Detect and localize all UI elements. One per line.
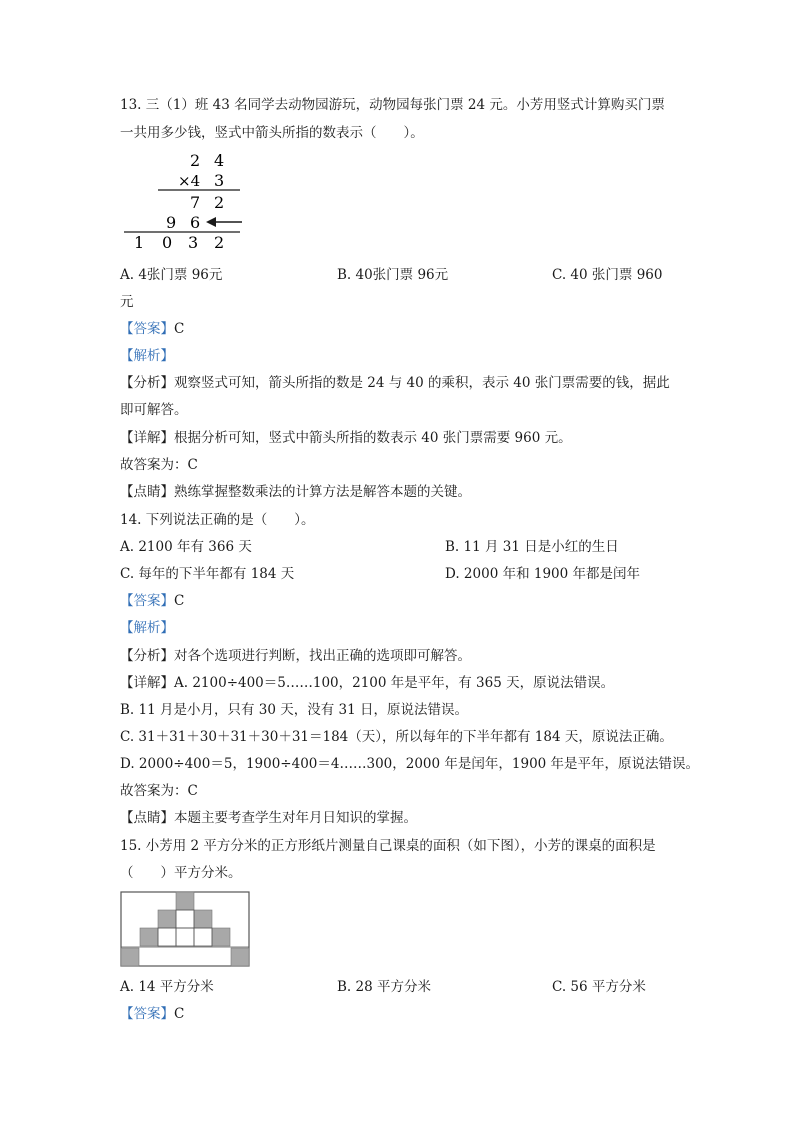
calc-digit: 2 xyxy=(214,233,225,250)
analysis-tag: 【解析】 xyxy=(120,620,174,636)
q14-xiangjie-c: C. 31＋31＋30＋31＋30＋31＝184（天），所以每年的下半年都有 184 天，原说法正确。 xyxy=(120,729,673,745)
q13-fenxi-line2: 即可解答。 xyxy=(120,402,188,418)
calc-digit: 4 xyxy=(214,151,225,170)
q13-option-a: A. 4张门票 96元 xyxy=(120,267,223,283)
q13-option-b: B. 40张门票 96元 xyxy=(337,267,449,283)
q14-option-c: C. 每年的下半年都有 184 天 xyxy=(120,566,295,582)
calc-digit: ×4 xyxy=(178,172,201,190)
q15-option-c: C. 56 平方分米 xyxy=(552,979,646,995)
xiangjie-tag: 【详解】 xyxy=(120,675,174,691)
q14-option-d: D. 2000 年和 1900 年都是闰年 xyxy=(445,566,641,582)
xiangjie-tag: 【详解】 xyxy=(120,430,174,446)
analysis-tag: 【解析】 xyxy=(120,348,174,364)
q15-option-b: B. 28 平方分米 xyxy=(337,979,431,995)
q15-desk-figure xyxy=(120,891,252,969)
calc-digit: 1 xyxy=(134,233,145,250)
q13-vertical-calculation xyxy=(120,150,250,250)
q13-stem-line2: 一共用多少钱，竖式中箭头所指的数表示（ ）。 xyxy=(120,125,424,141)
calc-digit: 0 xyxy=(162,233,173,250)
q14-option-b: B. 11 月 31 日是小红的生日 xyxy=(445,539,619,555)
q14-xiangjie-d: D. 2000÷400＝5，1900÷400＝4……300，2000 年是闰年，1900 年是平年，原说法错误。 xyxy=(120,756,700,772)
calc-digit: 7 xyxy=(190,193,201,212)
dianjing-tag: 【点睛】 xyxy=(120,484,174,500)
answer-tag: 【答案】 xyxy=(120,1006,174,1022)
q14-fenxi: 【分析】对各个选项进行判断，找出正确的选项即可解答。 xyxy=(120,648,471,664)
q13-option-c: C. 40 张门票 960 xyxy=(552,267,663,283)
paper-tile xyxy=(140,928,158,946)
q15-stem-line2: （ ）平方分米。 xyxy=(120,865,242,881)
dianjing-tag: 【点睛】 xyxy=(120,810,174,826)
q14-conclusion: 故答案为：C xyxy=(120,783,198,799)
q13-conclusion: 故答案为：C xyxy=(120,457,198,473)
paper-tile xyxy=(194,910,212,928)
q14-xiangjie-a: 【详解】A. 2100÷400＝5……100，2100 年是平年，有 365 天，原说法错误。 xyxy=(120,675,615,691)
paper-tile xyxy=(121,948,139,966)
q13-stem-line1: 13. 三（1）班 43 名同学去动物园游玩，动物园每张门票 24 元。小芳用竖式计算购买门票 xyxy=(120,97,665,113)
q14-xiangjie-b: B. 11 月是小月，只有 30 天，没有 31 日，原说法错误。 xyxy=(120,702,468,718)
answer-tag: 【答案】 xyxy=(120,321,174,337)
q13-option-c-cont: 元 xyxy=(120,294,134,310)
answer-tag: 【答案】 xyxy=(120,593,174,609)
calc-digit: 6 xyxy=(190,213,201,232)
calc-digit: 3 xyxy=(214,171,225,190)
calc-digit: 2 xyxy=(190,151,201,170)
q13-xiangjie: 【详解】根据分析可知，竖式中箭头所指的数表示 40 张门票需要 960 元。 xyxy=(120,430,572,446)
q14-answer: 【答案】C xyxy=(120,593,185,609)
calc-digit: 2 xyxy=(214,193,225,212)
q13-answer: 【答案】C xyxy=(120,321,185,337)
q13-dianjing: 【点睛】熟练掌握整数乘法的计算方法是解答本题的关键。 xyxy=(120,484,471,500)
calc-digit: 3 xyxy=(188,233,199,250)
paper-tile xyxy=(212,928,230,946)
q14-option-a: A. 2100 年有 366 天 xyxy=(120,539,252,555)
q14-stem: 14. 下列说法正确的是（ ）。 xyxy=(120,512,315,528)
q15-option-a: A. 14 平方分米 xyxy=(120,979,214,995)
calc-digit: 9 xyxy=(166,213,177,232)
q13-analysis xyxy=(120,346,174,366)
fenxi-tag: 【分析】 xyxy=(120,648,174,664)
paper-tile xyxy=(231,948,249,966)
fenxi-tag: 【分析】 xyxy=(120,375,174,391)
q14-analysis xyxy=(120,618,174,638)
q14-dianjing: 【点睛】本题主要考查学生对年月日知识的掌握。 xyxy=(120,810,417,826)
q13-fenxi-line1: 【分析】观察竖式可知，箭头所指的数是 24 与 40 的乘积，表示 40 张门票需要的钱，据此 xyxy=(120,375,670,391)
paper-tile xyxy=(158,910,176,928)
paper-tile xyxy=(176,892,194,910)
q15-stem-line1: 15. 小芳用 2 平方分米的正方形纸片测量自己课桌的面积（如下图），小芳的课桌的面积是 xyxy=(120,838,656,854)
arrow-left-icon xyxy=(206,217,242,227)
q15-answer: 【答案】C xyxy=(120,1006,185,1022)
